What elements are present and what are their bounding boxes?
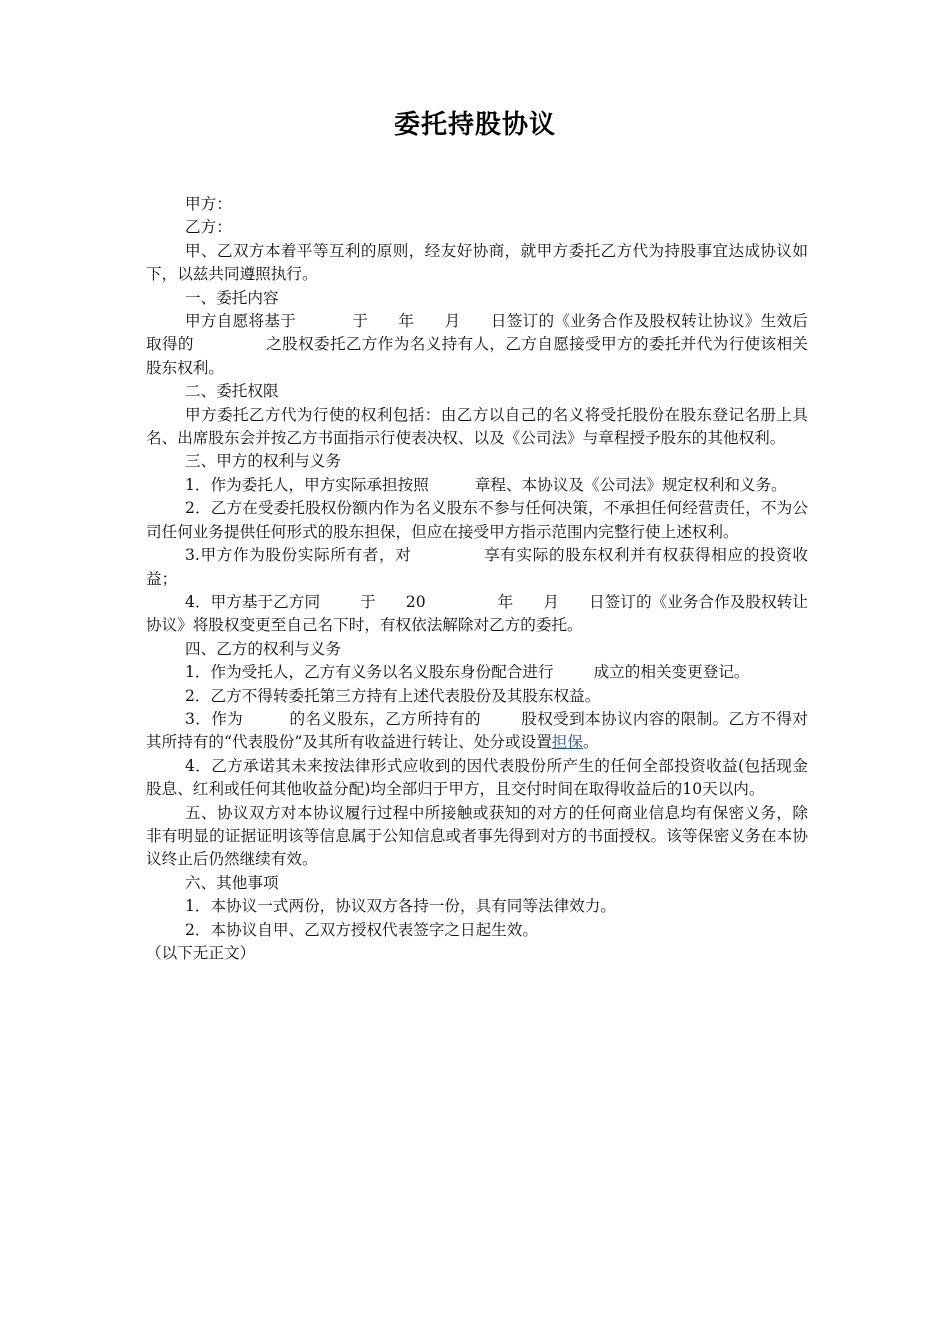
closing-note: （以下无正文） [146, 944, 256, 962]
s1-text-start: 甲方自愿将基于 [185, 312, 297, 331]
section-4-item-4: 4．乙方承诺其未来按法律形式应收到的因代表股份所产生的任何全部投资收益(包括现金股息、红利或任何其他收益分配)均全部归于甲方，且交付时间在取得收益后的10天以内。 [146, 756, 808, 799]
s3-i4-year: 20 [405, 592, 426, 611]
section-4-item-2: 2．乙方不得转委托第三方持有上述代表股份及其股东权益。 [185, 686, 601, 705]
section-3-item-3 [146, 544, 808, 591]
s1-text-end: 之股权委托乙方作为名义持有人，乙方自愿接受甲方的委托并代为行使该相关股东权利。 [146, 335, 808, 377]
intro-paragraph: 甲、乙双方本着平等互利的原则，经友好协商，就甲方委托乙方代为持股事宜达成协议如下，以兹共同遵照执行。 [146, 241, 808, 284]
document-title: 委托持股协议 [393, 110, 556, 140]
s3-i1-start: 1．作为委托人，甲方实际承担按照 [185, 475, 429, 494]
section-6-item-1: 1．本协议一式两份，协议双方各持一份，具有同等法律效力。 [185, 897, 616, 916]
s3-i3-start: 3.甲方作为股份实际所有者，对 [185, 546, 412, 565]
section-6-item-2: 2．本协议自甲、乙双方授权代表签字之日起生效。 [185, 920, 538, 939]
s4-i3-c: 股权受到本协议内容的限制。乙方不得对其所持有的“代表股份”及其所有收益进行转让、处分或设置 [146, 709, 808, 752]
section-3-heading: 三、甲方的权利与义务 [185, 452, 341, 471]
s3-i4-end: 日签订的《业务合作及股权转让协议》将股权变更至自己名下时，有权依法解除对乙方的委托。 [146, 592, 808, 635]
section-5-paragraph: 五、协议双方对本协议履行过程中所接触或获知的对方的任何商业信息均有保密义务，除非有明显的证据证明该等信息属于公知信息或者事先得到对方的书面授权。该等保密义务在本协议终止后仍然继续有效。 [146, 803, 808, 869]
party-b-line: 乙方： [185, 218, 232, 237]
section-2-paragraph: 甲方委托乙方代为行使的权利包括：由乙方以自己的名义将受托股份在股东登记名册上具名、出席股东会并按乙方书面指示行使表决权、以及《公司法》与章程授予股东的其他权利。 [146, 405, 808, 448]
s4-i1-end: 成立的相关变更登记。 [593, 663, 750, 682]
section-3-item-4 [146, 591, 808, 638]
section-1-paragraph [146, 310, 808, 380]
guarantee-link[interactable]: 担保 [551, 733, 583, 752]
s3-i3-end: 享有实际的股东权利并有权获得相应的投资收益； [146, 546, 808, 588]
s4-i1-start: 1．作为受托人，乙方有义务以名义股东身份配合进行 [185, 663, 554, 682]
s3-i1-end: 章程、本协议及《公司法》规定权利和义务。 [474, 475, 787, 494]
section-3-item-1 [146, 474, 808, 497]
section-3-item-2: 2．乙方在受委托股权份额内作为名义股东不参与任何决策，不承担任何经营责任，不为公司任何业务提供任何形式的股东担保，但应在接受甲方指示范围内完整行使上述权利。 [146, 499, 808, 541]
s3-i4-yue: 月 [543, 592, 559, 611]
section-2-heading: 二、委托权限 [185, 382, 279, 401]
s3-i4-start: 4．甲方基于乙方同 [185, 592, 321, 611]
section-1-heading: 一、委托内容 [185, 288, 279, 307]
s1-text-yue: 月 [444, 312, 461, 331]
party-a-line: 甲方： [185, 195, 232, 213]
s3-i4-nian: 年 [497, 592, 514, 611]
s3-i4-yu: 于 [360, 592, 376, 611]
s1-text-nian: 年 [398, 312, 415, 331]
section-4-item-3 [146, 708, 808, 755]
s1-text-yu: 于 [352, 312, 369, 331]
s4-i3-a: 3．作为 [185, 709, 244, 728]
s4-i3-end: 。 [583, 733, 599, 752]
section-4-item-1 [146, 661, 808, 684]
s1-text-mid: 日签订的《业务合作及股权转让协议》生效后取得的 [146, 312, 808, 354]
s4-i3-b: 的名义股东，乙方所持有的 [289, 709, 481, 728]
section-6-heading: 六、其他事项 [185, 873, 279, 892]
section-4-heading: 四、乙方的权利与义务 [185, 639, 341, 658]
document-body [146, 193, 808, 965]
